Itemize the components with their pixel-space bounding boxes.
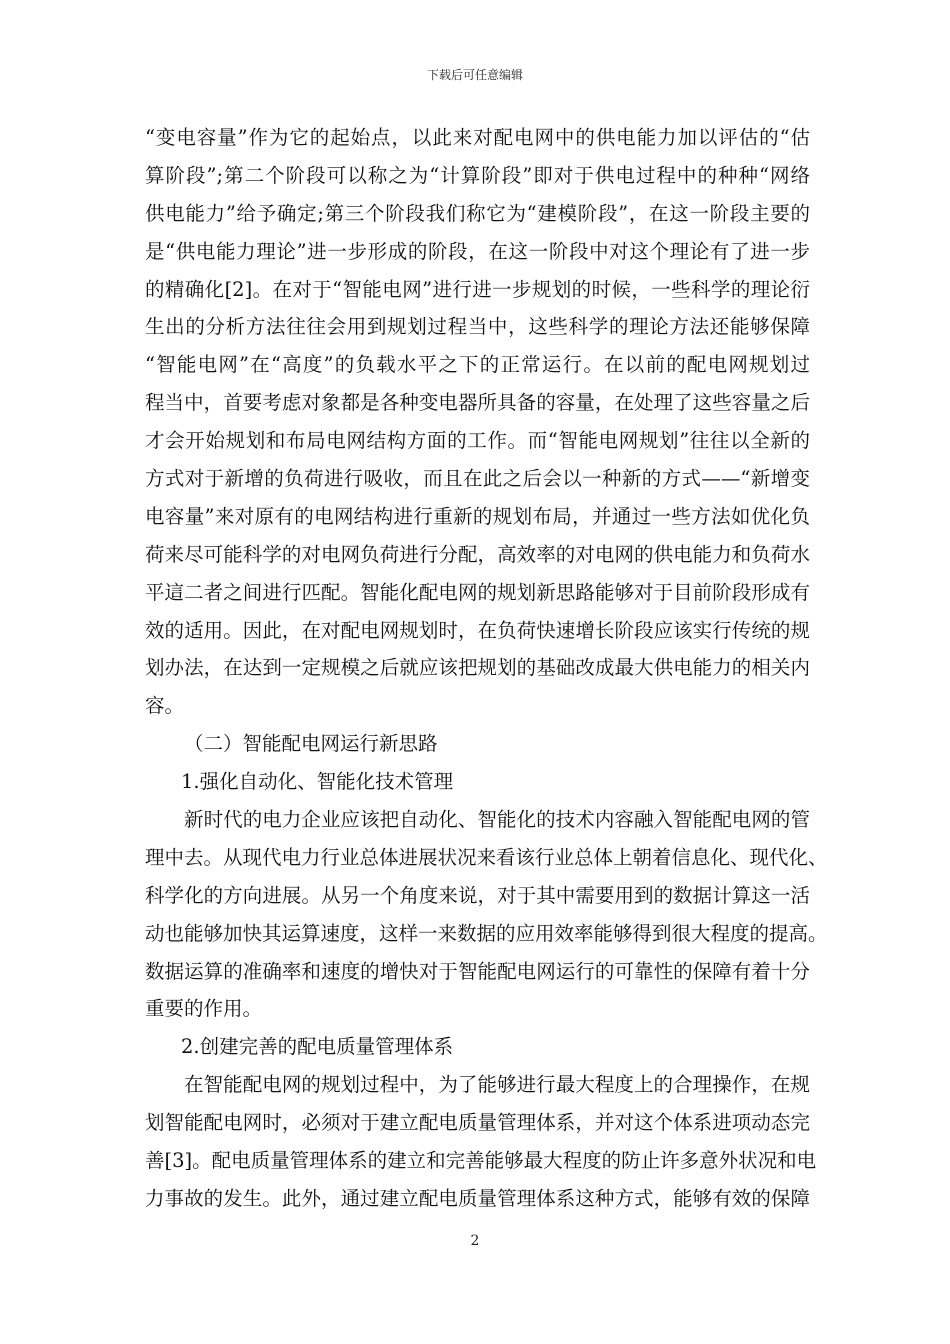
section-heading: （二）智能配电网运行新思路 [184, 732, 438, 756]
text-line: 电容量”来对原有的电网结构进行重新的规划布局，并通过一些方法如优化负 [145, 504, 810, 528]
text-line: “变电容量”作为它的起始点，以此来对配电网中的供电能力加以评估的“估 [145, 126, 810, 149]
page-number: 2 [470, 1233, 480, 1249]
text-line: 生出的分析方法往往会用到规划过程当中，这些科学的理论方法还能够保障 [145, 315, 810, 339]
text-line: 方式对于新增的负荷进行吸收，而且在此之后会以一种新的方式——“新增变 [145, 467, 810, 491]
page-header: 下载后可任意编辑 [426, 68, 523, 82]
text-line: 平這二者之间进行匹配。智能化配电网的规划新思路能够对于目前阶段形成有 [145, 580, 810, 604]
text-line: “智能电网”在“高度”的负载水平之下的正常运行。在以前的配电网规划过 [145, 353, 810, 377]
subsection-heading: 2.创建完善的配电质量管理体系 [181, 1035, 454, 1059]
text-line: 科学化的方向进展。从另一个角度来说，对于其中需要用到的数据计算这一活 [145, 883, 810, 907]
text-line: 力事故的发生。此外，通过建立配电质量管理体系这种方式，能够有效的保障 [145, 1186, 810, 1210]
text-line: 重要的作用。 [145, 997, 263, 1021]
text-line: 容。 [145, 694, 185, 718]
text-line: 划智能配电网时，必须对于建立配电质量管理体系，并对这个体系进项动态完 [145, 1111, 810, 1135]
text-line: 程当中，首要考虑对象都是各种变电器所具备的容量，在处理了这些容量之后 [145, 391, 810, 415]
text-line: 动也能够加快其运算速度，这样一来数据的应用效率能够得到很大程度的提高。 [145, 921, 828, 945]
text-line: 荷来尽可能科学的对电网负荷进行分配，高效率的对电网的供电能力和负荷水 [145, 542, 810, 566]
text-line: 才会开始规划和布局电网结构方面的工作。而“智能电网规划”往往以全新的 [145, 429, 810, 453]
text-line: 算阶段”;第二个阶段可以称之为“计算阶段”即对于供电过程中的种种“网络 [145, 163, 810, 187]
text-line: 的精确化[2]。在对于“智能电网”进行进一步规划的时候，一些科学的理论衍 [145, 277, 810, 301]
text-line: 划办法，在达到一定规模之后就应该把规划的基础改成最大供电能力的相关内 [145, 656, 810, 680]
text-line: 是“供电能力理论”进一步形成的阶段，在这一阶段中对这个理论有了进一步 [145, 239, 810, 263]
text-line: 在智能配电网的规划过程中，为了能够进行最大程度上的合理操作，在规 [184, 1073, 810, 1097]
subsection-heading: 1.强化自动化、智能化技术管理 [181, 770, 454, 794]
document-body [145, 119, 828, 1218]
text-line: 新时代的电力企业应该把自动化、智能化的技术内容融入智能配电网的管 [184, 808, 810, 832]
text-line: 效的适用。因此，在对配电网规划时，在负荷快速增长阶段应该实行传统的规 [145, 618, 810, 642]
text-line: 供电能力”给予确定;第三个阶段我们称它为“建模阶段”，在这一阶段主要的 [145, 201, 810, 225]
text-line: 理中去。从现代电力行业总体进展状况来看该行业总体上朝着信息化、现代化、 [145, 845, 828, 869]
text-line: 善[3]。配电质量管理体系的建立和完善能够最大程度的防止许多意外状况和电 [145, 1149, 817, 1173]
text-line: 数据运算的准确率和速度的增快对于智能配电网运行的可靠性的保障有着十分 [145, 959, 810, 983]
